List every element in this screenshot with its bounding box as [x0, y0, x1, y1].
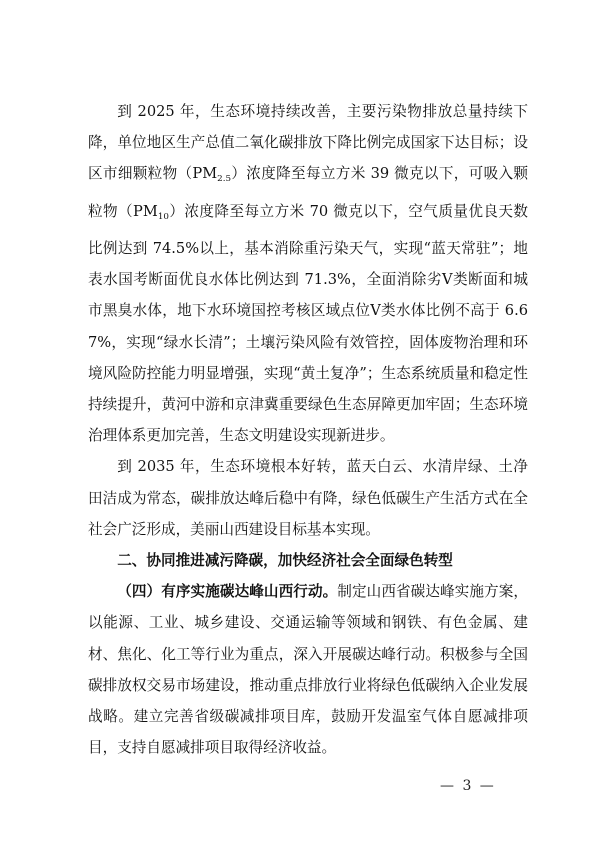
page-number: — 3 —	[440, 778, 496, 794]
paragraph-2035-goals: 到 2035 年，生态环境根本好转，蓝天白云、水清岸绿、土净田洁成为常态，碳排放达峰后稳中有降，绿色低碳生产生活方式在全社会广泛形成，美丽山西建设目标基本实现。	[88, 458, 528, 538]
paragraph-2025-text-a: 到 2025 年，生态环境持续改善，主要污染物排放总量持续下降，单位地区生产总值二氧化碳排放下降比例完成国家下达目标；设区市细颗粒物（PM	[88, 103, 528, 183]
subsection-body: 制定山西省碳达峰实施方案，以能源、工业、城乡建设、交通运输等领域和钢铁、有色金属、建材、焦化、化工等行业为重点，深入开展碳达峰行动。积极参与全国碳排放权交易市场建设，推动重点排放行业将绿色低碳纳入企业发展战略。建立完善省级碳减排项目库，鼓励开发温室气体自愿减排项目，支持自愿减排项目取得经济收益。	[88, 583, 528, 757]
document-body	[88, 96, 528, 763]
paragraph-2025-text-c: ）浓度降至每立方米 70 微克以下，空气质量优良天数比例达到 74.5%以上，基本消除重污染天气，实现“蓝天常驻”；地表水国考断面优良水体比例达到 71.3%，全面消除劣Ⅴ类断面和城市黑臭水体，地下水环境国控考核区域点位Ⅴ类水体比例不高于 6.67%，实现“绿水长清”；土壤污染风险有效管控，固体废物治理和环境风险防控能力明显增强，实现“黄土复净”；生态系统质量和稳定性持续提升，黄河中游和京津冀重要绿色生态屏障更加牢固；生态环境治理体系更加完善，生态文明建设实现新进步。	[88, 202, 528, 445]
pm25-subscript: 2.5	[217, 174, 232, 185]
pm10-subscript: 10	[157, 211, 169, 222]
section-heading: 二、协同推进减污降碳，加快经济社会全面绿色转型	[117, 551, 453, 569]
subsection-title: （四）有序实施碳达峰山西行动。	[117, 583, 338, 601]
paragraph-carbon-peak	[88, 576, 528, 763]
paragraph-2025-text-b: ）浓度降至每立方米 39 微克以下，可吸入颗粒物（PM	[88, 165, 528, 220]
paragraph-2025-goals	[88, 96, 528, 451]
